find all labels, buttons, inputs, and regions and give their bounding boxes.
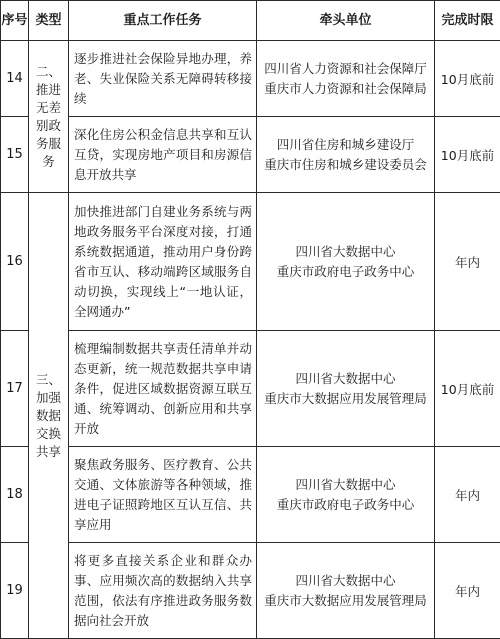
lead-unit-cell <box>257 41 435 117</box>
lead-unit-sichuan: 四川省大数据中心 <box>259 242 432 262</box>
lead-unit-sichuan: 四川省人力资源和社会保障厅 <box>259 59 432 79</box>
lead-unit-chongqing: 重庆市住房和城乡建设委员会 <box>259 155 432 175</box>
row-number: 15 <box>1 117 29 193</box>
category-cell: 二、推进无差别政务服务 <box>29 41 69 193</box>
deadline-cell: 年内 <box>435 193 500 331</box>
lead-unit-cell <box>257 331 435 447</box>
task-cell: 加快推进部门自建业务系统与两地政务服务平台深度对接，打通系统数据通道，推动用户身份跨省市互认、移动端跨区域服务自动切换，实现线上“一地认证，全网通办” <box>69 193 257 331</box>
header-time: 完成时限 <box>435 1 500 41</box>
lead-unit-sichuan: 四川省大数据中心 <box>259 475 432 495</box>
table-row <box>1 41 500 117</box>
task-cell: 梳理编制数据共享责任清单并动态更新，统一规范数据共享申请条件，促进区域数据资源互联互通、统筹调动、创新应用和共享开放 <box>69 331 257 447</box>
deadline-cell: 年内 <box>435 447 500 543</box>
deadline-cell: 10月底前 <box>435 117 500 193</box>
row-number: 19 <box>1 543 29 639</box>
task-cell: 深化住房公积金信息共享和互认互贷，实现房地产项目和房源信息开放共享 <box>69 117 257 193</box>
row-number: 14 <box>1 41 29 117</box>
task-cell: 聚焦政务服务、医疗教育、公共交通、文体旅游等各种领域，推进电子证照跨地区互认互信、共享应用 <box>69 447 257 543</box>
lead-unit-sichuan: 四川省大数据中心 <box>259 369 432 389</box>
lead-unit-cell <box>257 543 435 639</box>
lead-unit-sichuan: 四川省住房和城乡建设厅 <box>259 135 432 155</box>
table-row <box>1 193 500 331</box>
category-cell: 三、加强数据交换共享 <box>29 193 69 639</box>
header-type: 类型 <box>29 1 69 41</box>
lead-unit-chongqing: 重庆市政府电子政务中心 <box>259 495 432 515</box>
row-number: 16 <box>1 193 29 331</box>
lead-unit-cell <box>257 447 435 543</box>
row-number: 17 <box>1 331 29 447</box>
table-row <box>1 117 500 193</box>
table-row <box>1 543 500 639</box>
lead-unit-cell <box>257 193 435 331</box>
deadline-cell: 10月底前 <box>435 331 500 447</box>
lead-unit-chongqing: 重庆市人力资源和社会保障局 <box>259 79 432 99</box>
header-lead: 牵头单位 <box>257 1 435 41</box>
lead-unit-chongqing: 重庆市大数据应用发展管理局 <box>259 591 432 611</box>
lead-unit-sichuan: 四川省大数据中心 <box>259 571 432 591</box>
table-row <box>1 331 500 447</box>
task-cell: 将更多直接关系企业和群众办事、应用频次高的数据纳入共享范围，依法有序推进政务服务数据向社会开放 <box>69 543 257 639</box>
lead-unit-chongqing: 重庆市政府电子政务中心 <box>259 262 432 282</box>
lead-unit-chongqing: 重庆市大数据应用发展管理局 <box>259 389 432 409</box>
header-no: 序号 <box>1 1 29 41</box>
deadline-cell: 10月底前 <box>435 41 500 117</box>
header-task: 重点工作任务 <box>69 1 257 41</box>
task-cell: 逐步推进社会保险异地办理，养老、失业保险关系无障碍转移接续 <box>69 41 257 117</box>
lead-unit-cell <box>257 117 435 193</box>
table-row <box>1 447 500 543</box>
deadline-cell: 年内 <box>435 543 500 639</box>
row-number: 18 <box>1 447 29 543</box>
header-row <box>1 1 500 41</box>
